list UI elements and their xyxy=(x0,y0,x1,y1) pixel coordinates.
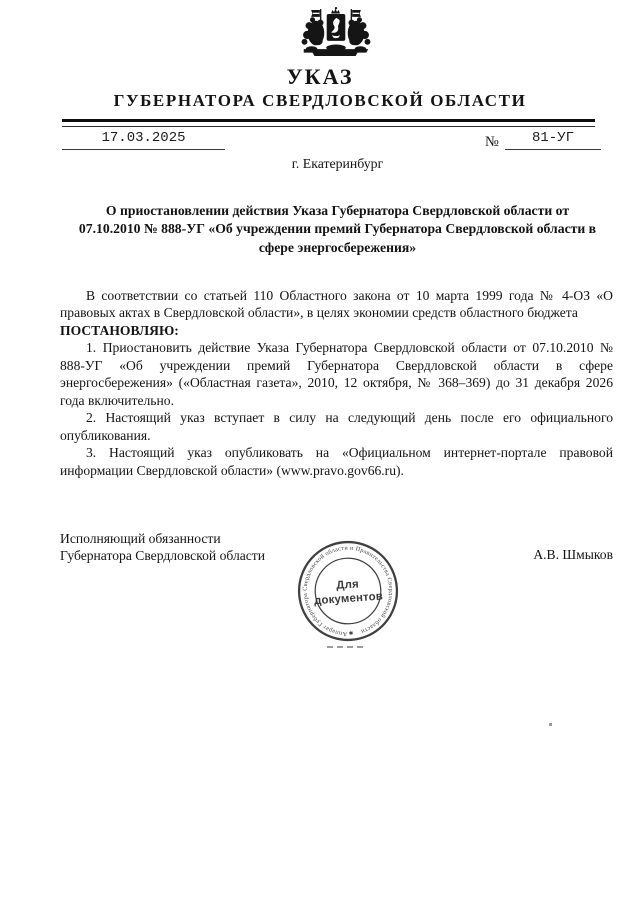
signatory-position-line2: Губернатора Свердловской области xyxy=(60,548,266,564)
intro-paragraph: В соответствии со статьей 110 Областного закона от 10 марта 1999 года № 4-ОЗ «О правовых актах в Свердловской области», в целях экономии средств областного бюджета xyxy=(60,288,613,321)
item-paragraph-2: 2. Настоящий указ вступает в силу на следующий день после его официального опубликования. xyxy=(60,410,613,443)
issuer-heading: ГУБЕРНАТОРА СВЕРДЛОВСКОЙ ОБЛАСТИ xyxy=(113,91,527,110)
stamp-for-documents xyxy=(287,530,409,652)
header-divider xyxy=(62,119,595,127)
city-line: г. Екатеринбург xyxy=(291,156,384,171)
coat-of-arms-icon xyxy=(292,5,380,63)
signatory-position-line1: Исполняющий обязанности xyxy=(60,531,221,546)
doc-date: 17.03.2025 xyxy=(101,130,186,146)
doc-title-text: О приостановлении действия Указа Губернатора Свердловской области от 07.10.2010 № 888-УГ «Об учреждении премий Губернатора Свердловской области в сфере энергосбережения» xyxy=(78,203,597,255)
stamp-star-icon: ✱ xyxy=(348,630,354,638)
scan-speck xyxy=(549,723,552,726)
signatory-name: А.В. Шмыков xyxy=(533,547,613,562)
item-paragraph-1: 1. Приостановить действие Указа Губернатора Свердловской области от 07.10.2010 № 888-УГ «Об учреждении премий Губернатора Свердловской области в сфере энергосбережения» («Областная газета», 2010, 12 октября, № 368–369) до 31 декабря 2026 года включительно. xyxy=(60,340,613,408)
doc-type-heading: УКАЗ xyxy=(286,64,354,89)
doc-date-field xyxy=(62,130,225,150)
doc-number-field xyxy=(505,130,601,150)
stamp-ring-text: Аппарат Губернатора Свердловской области и Правительства Свердловской области xyxy=(302,545,394,637)
doc-body xyxy=(60,287,613,479)
stamp-center-line1: Для xyxy=(335,578,360,592)
item-paragraph-3: 3. Настоящий указ опубликовать на «Официальном интернет-портале правовой информации Свердловской области» (www.pravo.gov66.ru). xyxy=(60,445,613,478)
doc-title xyxy=(62,202,613,257)
stamp-center-line2: документов xyxy=(313,590,384,608)
resolution-word: ПОСТАНОВЛЯЮ: xyxy=(60,322,179,338)
doc-number: 81-УГ xyxy=(531,130,574,146)
stamp-edge-artifact xyxy=(327,646,363,648)
number-sign-label: № xyxy=(485,134,499,150)
